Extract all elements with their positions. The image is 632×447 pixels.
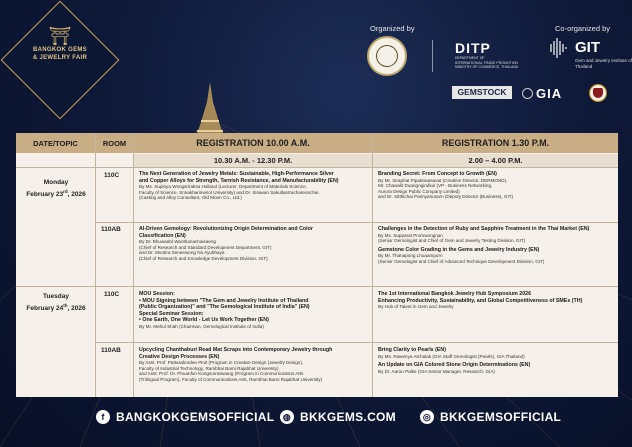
grid-line <box>133 133 134 397</box>
session-title-line: MOU Session: <box>139 291 175 297</box>
speaker-line: By Mr. Thanapong Lhuaamporn <box>378 253 443 259</box>
ministry-seal-icon <box>367 36 407 76</box>
session-title-line: Classification (EN) <box>139 232 186 239</box>
speaker-line: (Senior Gemologist and Chief of Advanced Technique Development Division, GIT) <box>378 258 545 264</box>
room-110c: 110C <box>104 291 120 298</box>
session-title-line: • One Earth, One World - Let Us Work Together (EN) <box>139 317 269 323</box>
temple-icon: ⛩ <box>48 26 72 46</box>
session-title-line: Creative Design Processes (EN) <box>139 353 220 360</box>
session-d2-r1-pm <box>378 291 616 310</box>
speaker-line: Faculty of Science, Srinakharinwirot University) and Dr. Sirawan Sakultantrachareonchai <box>139 189 319 195</box>
session-d1-r2-pm <box>378 226 616 264</box>
grid-line <box>96 342 618 343</box>
speaker-line: (Chief of Research and Standard Development Department, GIT) <box>139 244 272 250</box>
session-title-line: Gemstone Color Grading in the Gems and Jewelry Industry (EN) <box>378 246 540 253</box>
git-mark-icon <box>545 36 569 60</box>
shield-logo-icon <box>589 84 607 102</box>
organized-label: Organized by <box>370 24 415 33</box>
grid-line <box>372 133 373 397</box>
grid-line <box>16 167 618 168</box>
footer-website[interactable]: ◍ BKKGEMS.COM <box>280 410 396 424</box>
room-110ab: 110AB <box>101 226 121 233</box>
session-d2-r2-am <box>139 347 369 382</box>
session-title-line: • MOU Signing between "The Gem and Jewelry Institute of Thailand <box>139 297 309 304</box>
grid-line <box>16 286 618 287</box>
gia-circle-icon <box>522 88 533 99</box>
speaker-line: By Mr. Siraphat Pipatsiwasavat (Creative Director, DERMOND), <box>378 177 508 183</box>
globe-icon: ◍ <box>280 410 294 424</box>
speaker-line: By Dr. Bhuwadol Wanthanachaisaeng <box>139 239 216 244</box>
session-d1-r1-pm <box>378 171 616 200</box>
session-title-line: Bring Clarity to Pearls (EN) <box>378 347 446 353</box>
session-title-line: and Copper Alloys for Strength, Tarnish Resistance, and Manufacturability (EN) <box>139 177 339 184</box>
session-d1-r1-am <box>139 171 369 201</box>
room-110c: 110C <box>104 172 120 179</box>
speaker-line: Mr. Chawalit Duangngirulkul (VP - Business Networking, <box>378 183 493 189</box>
speaker-line: Faculty of Industrial Technology, Rambhai Barni Rajabhat University) <box>139 365 279 371</box>
session-title-line: Challenges in the Detection of Ruby and Sapphire Treatment in the Thai Market (EN) <box>378 226 590 232</box>
header-date: DATE/TOPIC <box>16 133 95 153</box>
coorganized-label: Co-organized by <box>555 24 611 33</box>
speaker-line: By Asst. Prof. Pattarabordee Pinit (Program in Creative Design (Jewelry Design), <box>139 360 304 365</box>
speaker-line: By Ms. Rawenya Atchalak (GIA Staff Gemologist (Pearls), GIA Thailand) <box>378 353 525 359</box>
speaker-line: and Dr. Sitthichai Parinyanusorn (Deputy Director (Business), GIT) <box>378 194 514 200</box>
speaker-line: By Ms. Supparat Promwongnan <box>378 232 443 238</box>
speaker-line: By Mr. Mehul Shah (Chairman, Gemological Institute of India) <box>139 323 264 329</box>
header-room: ROOM <box>96 133 133 153</box>
grid-line <box>95 133 96 397</box>
temple-spire-icon <box>185 82 235 140</box>
session-title-line: Branding Secret: From Concept to Growth (EN) <box>378 171 497 177</box>
footer-instagram[interactable]: ◎ BKKGEMSOFFICIAL <box>420 410 561 424</box>
session-d2-r1-am <box>139 291 369 329</box>
facebook-icon: f <box>96 410 110 424</box>
session-title-line: The 1st International Bangkok Jewelry Hub Symposium 2026 <box>378 291 532 297</box>
git-name: GIT <box>575 39 600 56</box>
speaker-line: (Senior Gemologist and Chief of Gem and Jewelry Testing Division, GIT) <box>378 238 526 244</box>
logo-line2: & JEWELRY FAIR <box>32 55 88 61</box>
speaker-line: By Dr. Aaron Palke (GIA Senior Manager, Research, GIA) <box>378 368 495 374</box>
room-110ab: 110AB <box>101 347 121 354</box>
session-title-line: (Public Organization)" and "The Gemological Institute of India" (EN) <box>139 304 310 310</box>
logo <box>14 26 106 76</box>
session-title-line: Special Seminar Session: <box>139 310 204 317</box>
day-monday: Monday February 23rd, 2026 <box>26 179 86 199</box>
time-afternoon: 2.00 – 4.00 P.M. <box>373 154 618 167</box>
session-d2-r2-pm <box>378 347 616 374</box>
speaker-line: (Trilingual Program), Faculty of Communications Arts, Rambhai Barni Rajabhat University) <box>139 376 323 382</box>
grid-line <box>96 222 618 223</box>
ditp-logo: DITP DEPARTMENT OF INTERNATIONAL TRADE PROMOTION MINISTRY OF COMMERCE, THAILAND <box>455 40 519 69</box>
session-d1-r2-am <box>139 226 369 261</box>
header-reg-morning: REGISTRATION 10.00 A.M. <box>134 133 372 153</box>
gia-logo: GIA <box>522 86 562 101</box>
ditp-name: DITP <box>455 40 491 56</box>
speaker-line: By Hub of Talent in Gem and Jewelry <box>378 304 454 309</box>
session-title-line: Enhancing Productivity, Sustainability, and Global Competitiveness of SMEs (TH) <box>378 297 583 304</box>
speaker-line: Aurora Design Public Company Limited) <box>378 188 460 194</box>
time-morning: 10.30 A.M. - 12.30 P.M. <box>134 154 372 167</box>
header-reg-afternoon: REGISTRATION 1.30 P.M. <box>373 133 618 153</box>
git-subtitle: Gem and Jewelry Institute of Thailand <box>575 58 632 69</box>
session-title-line: AI-Driven Gemology: Revolutionizing Origin Determination and Color <box>139 226 313 232</box>
footer-facebook[interactable]: f BANGKOKGEMSOFFICIAL <box>96 410 274 424</box>
speaker-line: (Chief of Research and Knowledge Development Division, GIT) <box>139 255 268 261</box>
gemstock-logo: GEMSTOCK <box>452 86 512 99</box>
session-title-line: An Update on GIA Colored Stone Origin Determinations (EN) <box>378 362 531 369</box>
day-tuesday: Tuesday February 24th, 2026 <box>26 293 86 313</box>
speaker-line: and Asst. Prof. Dr. Phuanfun Kongsomsawang (Program in Communications Arts <box>139 371 304 377</box>
speaker-line: By Ms. Supinya Wongsriraksa Holland (Lecturer, Department of Materials Science, <box>139 184 307 189</box>
session-title-line: Upcycling Chanthaburi Read Mat Scraps into Contemporary Jewelry through <box>139 347 333 353</box>
speaker-line: (Casting and Alloy Consultant, Old Moon Co., Ltd.) <box>139 195 242 201</box>
divider <box>432 40 433 72</box>
session-title-line: The Next Generation of Jewelry Metals: Sustainable, High-Performance Silver <box>139 171 334 177</box>
logo-line1: BANGKOK GEMS <box>33 47 87 53</box>
speaker-line: and Dr. Montira Seneewong Na Ayutthaya <box>139 250 225 256</box>
instagram-icon: ◎ <box>420 410 434 424</box>
